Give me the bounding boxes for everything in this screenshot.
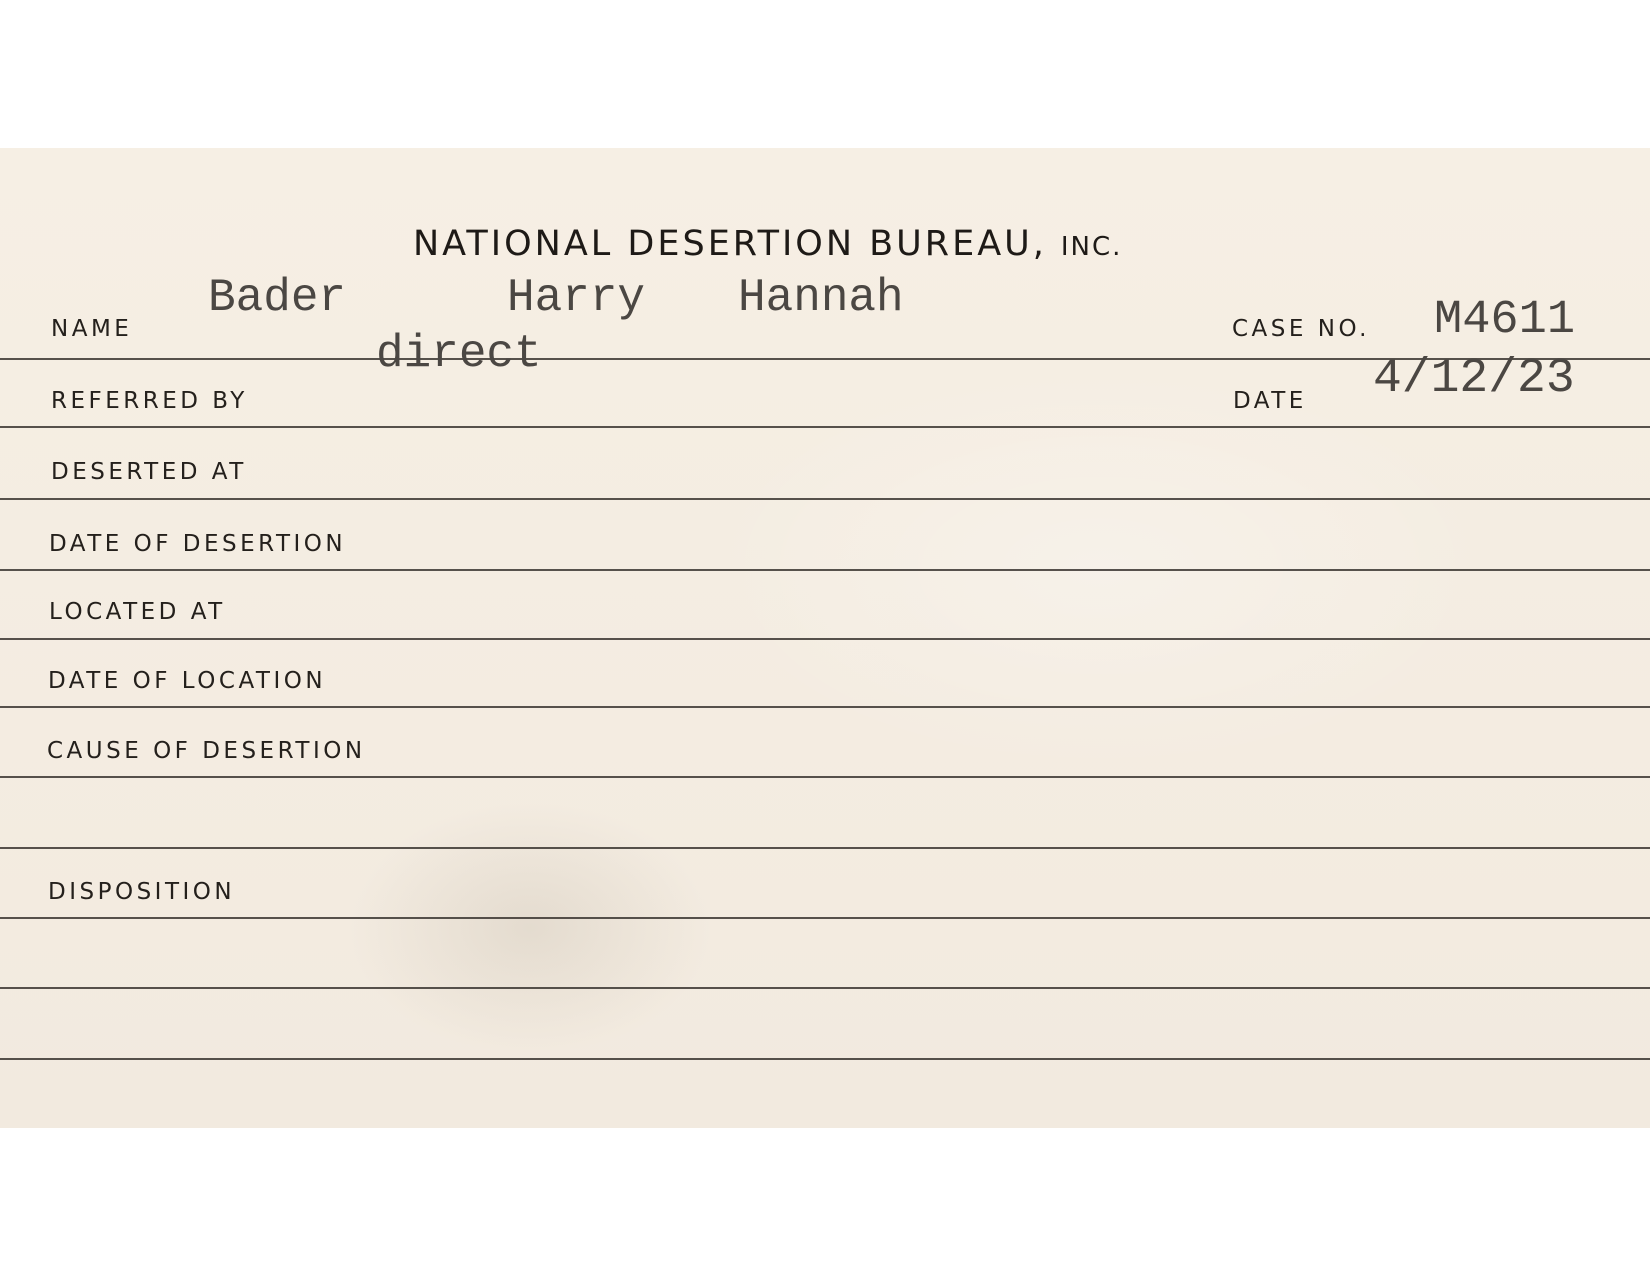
disposition-rule [0, 917, 1650, 919]
date-of-location-label: DATE OF LOCATION [48, 668, 327, 694]
name-middle-value: Hannah [738, 272, 904, 324]
date-of-desertion-label: DATE OF DESERTION [49, 531, 347, 557]
deserted-at-label: DESERTED AT [51, 459, 247, 485]
disposition-label: DISPOSITION [48, 879, 236, 905]
referred-by-label: REFERRED BY [51, 388, 248, 414]
located-at-label: LOCATED AT [49, 599, 226, 625]
date-value: 4/12/23 [1373, 352, 1575, 406]
disposition-rule-2 [0, 987, 1650, 989]
date-of-location-rule [0, 706, 1650, 708]
case-no-value: M4611 [1434, 294, 1576, 347]
located-at-rule [0, 638, 1650, 640]
index-card [0, 148, 1650, 1128]
name-given-value: Harry [507, 272, 646, 324]
cause-of-desertion-rule [0, 776, 1650, 778]
card-title [413, 224, 1122, 264]
case-no-label: CASE NO. [1232, 316, 1370, 342]
bureau-suffix: INC. [1060, 232, 1123, 262]
name-label: NAME [51, 316, 133, 342]
referred-by-rule [0, 426, 1650, 428]
date-of-desertion-rule [0, 569, 1650, 571]
disposition-rule-3 [0, 1058, 1650, 1060]
referred-by-value: direct [376, 328, 542, 380]
cause-of-desertion-label: CAUSE OF DESERTION [47, 738, 366, 764]
date-label: DATE [1233, 388, 1307, 414]
bureau-name: NATIONAL DESERTION BUREAU, [413, 224, 1047, 264]
name-surname-value: Bader [208, 272, 347, 324]
cause-of-desertion-rule-2 [0, 847, 1650, 849]
deserted-at-rule [0, 498, 1650, 500]
